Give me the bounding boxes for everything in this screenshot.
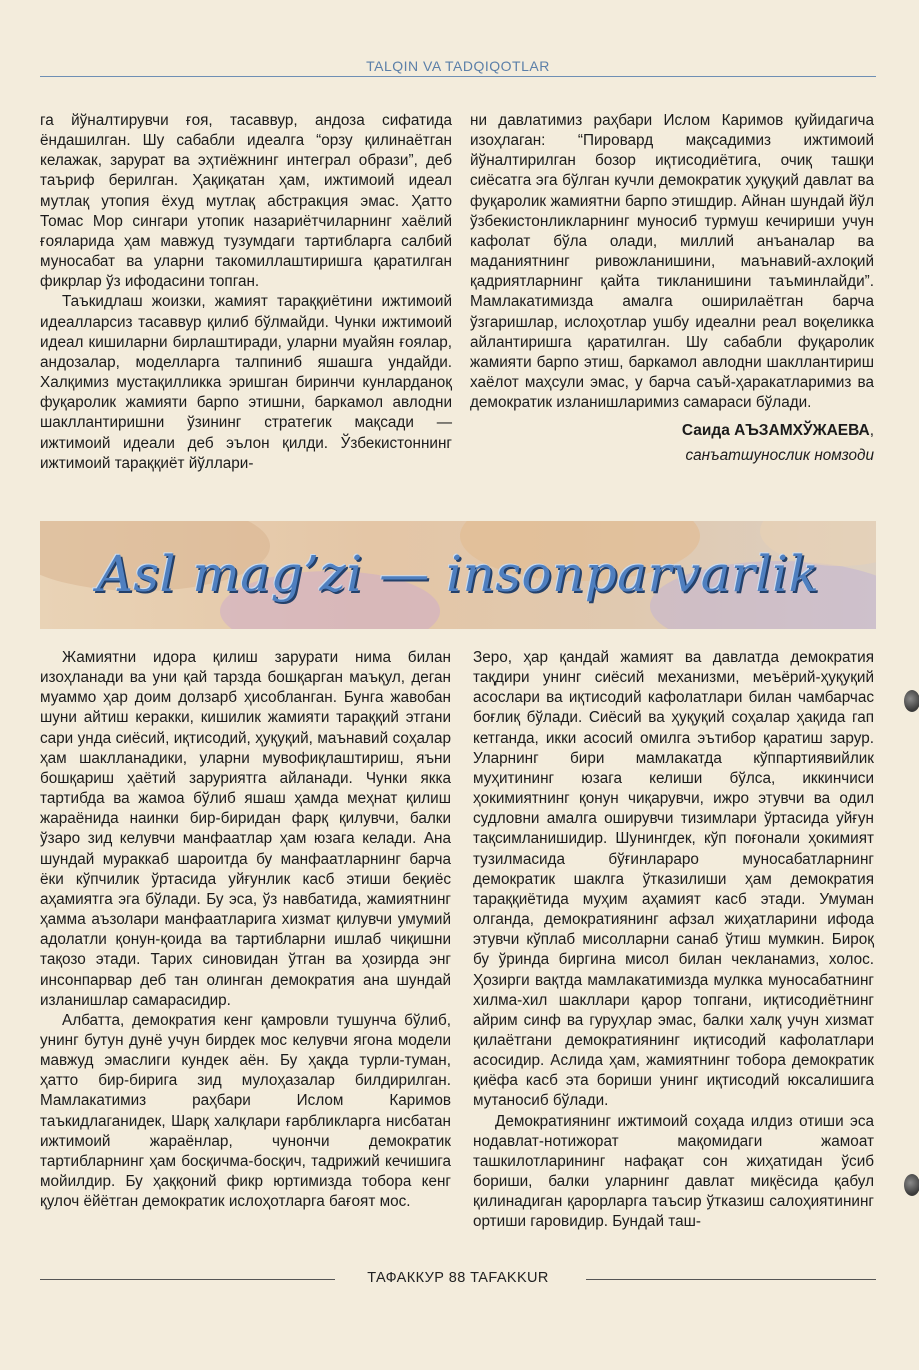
author-last-name: АЪЗАМХЎЖАЕВА bbox=[734, 422, 870, 440]
footer-magazine-cyrillic: ТАФАККУР bbox=[367, 1270, 445, 1286]
binding-hole bbox=[904, 1174, 919, 1196]
author-title: санъатшунослик номзоди bbox=[685, 446, 874, 464]
binding-hole bbox=[904, 690, 919, 712]
running-head-rule bbox=[40, 76, 876, 77]
article2-column-left bbox=[40, 648, 451, 1212]
page-number: 88 bbox=[448, 1270, 466, 1286]
page-footer bbox=[40, 1270, 876, 1290]
running-head-text: TALQIN VA TADQIQOTLAR bbox=[360, 58, 556, 74]
article-title: Asl mag’zi — insonparvarlik bbox=[96, 545, 820, 603]
article1-column-left bbox=[40, 111, 452, 474]
running-head bbox=[40, 58, 876, 80]
author-signature: Саида АЪЗАМХЎЖАЕВА, санъатшунослик номзоди bbox=[470, 421, 874, 465]
paragraph: Таъкидлаш жоизки, жамият тараққиётини ижтимоий идеалларсиз тасаввур қилиб бўлмайди. Чунки ижтимоий идеал кишиларни бирлаштиради, уларни муайян ғоялар, андозалар, моделларга талпиниб яшашга ундайди. Халқимиз мустақилликка эришган биринчи кунларданоқ фуқаролик жамияти барпо этишни, баркамол авлодни шакллантиришни ўзининг стратегик мақсади — ижтимоий идеали деб эълон қилди. Ўзбекистоннинг ижтимоий тараққиёт йўллари- bbox=[40, 293, 452, 472]
paragraph: Демократиянинг ижтимоий соҳада илдиз отиши эса нодавлат-нотижорат мақомидаги жамоат ташкилотларининг нафақат сон жиҳатидан ўсиб бориши, балки уларнинг давлат миқёсида қабул қилинадиган қарорларга таъсир ўтказиш салоҳиятининг ортиши гаровидир. Бундай таш- bbox=[473, 1112, 874, 1231]
article1-column-right bbox=[470, 111, 874, 466]
paragraph: ни давлатимиз раҳбари Ислом Каримов қуйидагича изоҳлаган: “Пировард мақсадимиз ижтимоий йўналтирилган бозор иқтисодиётига, очиқ ташқи сиёсатга эга бўлган кучли демократик ҳуқуқий давлат ва фуқаролик жамиятни барпо этишдир. Айнан шундай йўл ўзбекистонликларнинг муносиб турмуш кечириши учун кафолат бўла олади, миллий анъаналар ва маданиятнинг ривожланишини, маънавий-ахлоқий қадриятларнинг қайта тикланишини таъминлайди”. Мамлакатимизда амалга оширилаётган барча ўзгаришлар, ислоҳотлар ушбу идеални реал воқеликка айлантиришга қаратилган. Шу сабабли фуқаролик жамияти барпо этиш, баркамол авлодни шакллантириш хаёлот маҳсули эмас, у барча саъй-ҳаракатларимиз ва демократик изланишларимиз самараси бўлади. bbox=[470, 112, 874, 412]
paragraph: Албатта, демократия кенг қамровли тушунча бўлиб, унинг бутун дунё учун бирдек мос келувчи ягона модели мавжуд эмаслиги кундек аён. Бу ҳақда турли-туман, ҳатто бир-бирига зид мулоҳазалар билдирилган. Мамлакатимиз раҳбари Ислом Каримов таъкидлаганидек, Шарқ халқлари ғарбликларга нисбатан ижтимоий жараёнлар, чунончи демократик тартибларнинг ҳам босқичма-босқич, тадрижий кечишига мойилдир. Бу ҳаққоний фикр юртимизда тобора кенг қулоч ёйётган демократик ислоҳотларга бағоят мос. bbox=[40, 1011, 451, 1211]
article2-column-right bbox=[473, 648, 874, 1233]
paragraph: га йўналтирувчи ғоя, тасаввур, андоза сифатида ёндашилган. Шу сабабли идеалга “орзу қилинаётган келажак, зарурат ва эҳтиёжнинг интеграл образи”, деб таъриф берилган. Ҳақиқатан ҳам, ижтимоий идеал мутлақ утопия ёхуд мутлақ абстракция эмас. Ҳатто Томас Мор сингари утопик назариётчиларнинг хаёлий ғояларида ҳам мавжуд тузумдаги тартибларга салбий муносабат ва уларни такомиллаштиришга қаратилган фикрлар ўз ифодасини топган. bbox=[40, 112, 452, 291]
author-first-name: Саида bbox=[681, 422, 730, 440]
footer-magazine-latin: TAFAKKUR bbox=[470, 1270, 549, 1286]
paragraph: Зеро, ҳар қандай жамият ва давлатда демократия тақдири унинг сиёсий механизми, меъёрий-ҳуқуқий асослари ва иқтисодий кафолатлари билан чамбарчас боғлиқ бўлади. Сиёсий ва ҳуқуқий соҳалар ҳақида гап кетганда, икки асосий омилга эътибор қаратиш зарур. Уларнинг бири мамлакатда кўппартиявийлик муҳитининг юзага келиши бўлса, иккинчиси ҳокимиятнинг қонун чиқарувчи, ижро этувчи ва одил судловни амалга оширувчи тизимлари ўртасида уйғун тақсимланишидир. Шунингдек, кўп поғонали ҳокимият тузилмасида бўғинлараро муносабатларнинг демократик шаклга ўтказилиши ҳам демократия тараққиётида муҳим аҳамият касб этади. Умуман олганда, демократиянинг афзал жиҳатларини ифода этувчи кўплаб мисолларни санаб ўтиш мумкин. Бироқ бу ўринда биргина мисол билан чекланамиз, холос. Ҳозирги вақтда мамлакатимизда мулкка муносабатнинг хилма-хил шакллари қарор топгани, иқтисодиётнинг айрим синф ва гуруҳлар эмас, балки халқ учун хизмат қилаётгани демократиянинг иқтисодий кафолатлари асосидир. Аслида ҳам, жамиятнинг тобора демократик қиёфа касб эта бориши унинг иқтисодий юксалишига мутаносиб бўлади. bbox=[473, 649, 874, 1110]
article-banner bbox=[40, 521, 876, 629]
paragraph: Жамиятни идора қилиш зарурати нима билан изоҳланади ва уни қай тарзда бошқарган маъқул, деган муаммо ҳар доим долзарб ҳисобланган. Бунга жавобан шуни айтиш керакки, кишилик жамияти тараққий этгани сари унда сиёсий, иқтисодий, ҳуқуқий, маънавий соҳалар ҳам шаклланадики, уларни мувофиқлаштириш, яъни бошқариш ҳаётий заруриятга айланади. Чунки якка тартибда ва жамоа бўлиб яшаш ҳамда меҳнат қилиш жараёнида наинки бир-биридан фарқ қилувчи, балки ўзаро зид келувчи манфаатлар ҳам юзага келади. Ана шундай мураккаб шароитда бу манфаатларнинг барча ёки кўпчилик ўртасида уйғунлик касб этиши беқиёс аҳамиятга эга бўлади. Бу эса, ўз навбатида, жамиятнинг ҳамма аъзолари манфаатларига хизмат қилувчи умумий адолатли қонун-қоида ва тартибларни ишлаб чиқишни тақозо этади. Тарих синовидан ўтган ва ҳозирда энг инсонпарвар деб тан олинган демократия ана шундай изланишлар самарасидир. bbox=[40, 649, 451, 1009]
